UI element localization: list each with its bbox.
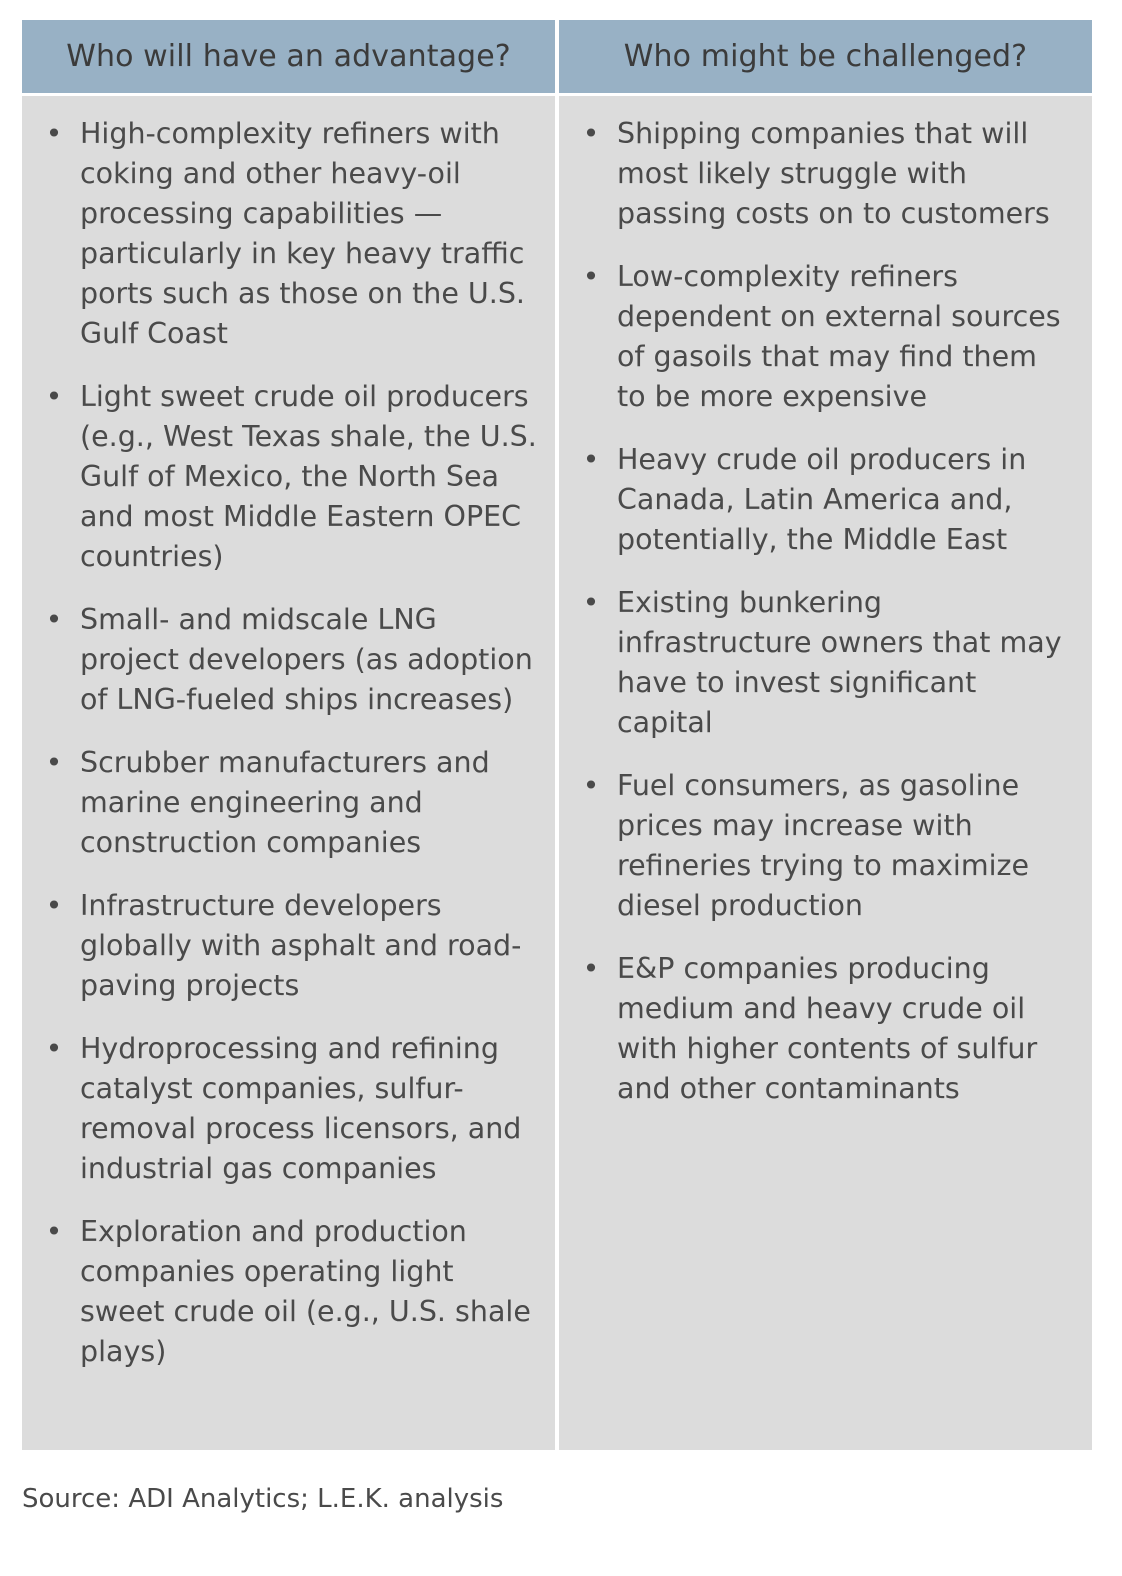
bullet-icon: •: [582, 260, 600, 293]
list-item: [581, 583, 1074, 743]
list-item-text: Light sweet crude oil producers (e.g., West Texas shale, the U.S. Gulf of Mexico, the North Sea and most Middle Eastern OPEC countries): [80, 380, 537, 573]
advantage-header: Who will have an advantage?: [22, 20, 555, 93]
bullet-icon: •: [582, 586, 600, 619]
list-item: [581, 766, 1074, 926]
advantage-list: [44, 114, 537, 1372]
list-item-text: Scrubber manufacturers and marine engineering and construction companies: [80, 746, 490, 859]
bullet-icon: •: [45, 889, 63, 922]
bullet-icon: •: [582, 443, 600, 476]
bullet-icon: •: [45, 1215, 63, 1248]
bullet-icon: •: [582, 952, 600, 985]
challenged-list: [581, 114, 1074, 1109]
list-item: [44, 743, 537, 863]
bullet-icon: •: [45, 746, 63, 779]
list-item-text: Fuel consumers, as gasoline prices may increase with refineries trying to maximize diesel production: [617, 769, 1029, 922]
list-item-text: Low-complexity refiners dependent on external sources of gasoils that may find them to be more expensive: [617, 260, 1061, 413]
list-item-text: Heavy crude oil producers in Canada, Latin America and, potentially, the Middle East: [617, 443, 1027, 556]
bullet-icon: •: [45, 1032, 63, 1065]
challenged-header: Who might be challenged?: [559, 20, 1092, 93]
challenged-column: [559, 96, 1092, 1450]
bullet-icon: •: [582, 769, 600, 802]
list-item: [581, 440, 1074, 560]
list-item: [581, 257, 1074, 417]
list-item-text: E&P companies producing medium and heavy crude oil with higher contents of sulfur and other contaminants: [617, 952, 1038, 1105]
list-item: [44, 1212, 537, 1372]
comparison-table: [22, 20, 1092, 1450]
list-item: [44, 114, 537, 354]
advantage-column: [22, 96, 555, 1450]
list-item-text: Small- and midscale LNG project developers (as adoption of LNG-fueled ships increases): [80, 603, 533, 716]
bullet-icon: •: [45, 117, 63, 150]
list-item: [44, 377, 537, 577]
list-item: [581, 114, 1074, 234]
list-item-text: Shipping companies that will most likely struggle with passing costs on to customers: [617, 117, 1050, 230]
list-item-text: High-complexity refiners with coking and other heavy-oil processing capabilities — particularly in key heavy traffic ports such as those on the U.S. Gulf Coast: [80, 117, 525, 350]
list-item: [44, 1029, 537, 1189]
list-item-text: Infrastructure developers globally with asphalt and road-paving projects: [80, 889, 522, 1002]
list-item: [44, 886, 537, 1006]
source-note: Source: ADI Analytics; L.E.K. analysis: [22, 1484, 504, 1514]
list-item-text: Existing bunkering infrastructure owners that may have to invest significant capital: [617, 586, 1062, 739]
bullet-icon: •: [45, 380, 63, 413]
bullet-icon: •: [45, 603, 63, 636]
list-item-text: Exploration and production companies operating light sweet crude oil (e.g., U.S. shale plays): [80, 1215, 531, 1368]
bullet-icon: •: [582, 117, 600, 150]
list-item: [581, 949, 1074, 1109]
list-item-text: Hydroprocessing and refining catalyst companies, sulfur-removal process licensors, and industrial gas companies: [80, 1032, 522, 1185]
list-item: [44, 600, 537, 720]
